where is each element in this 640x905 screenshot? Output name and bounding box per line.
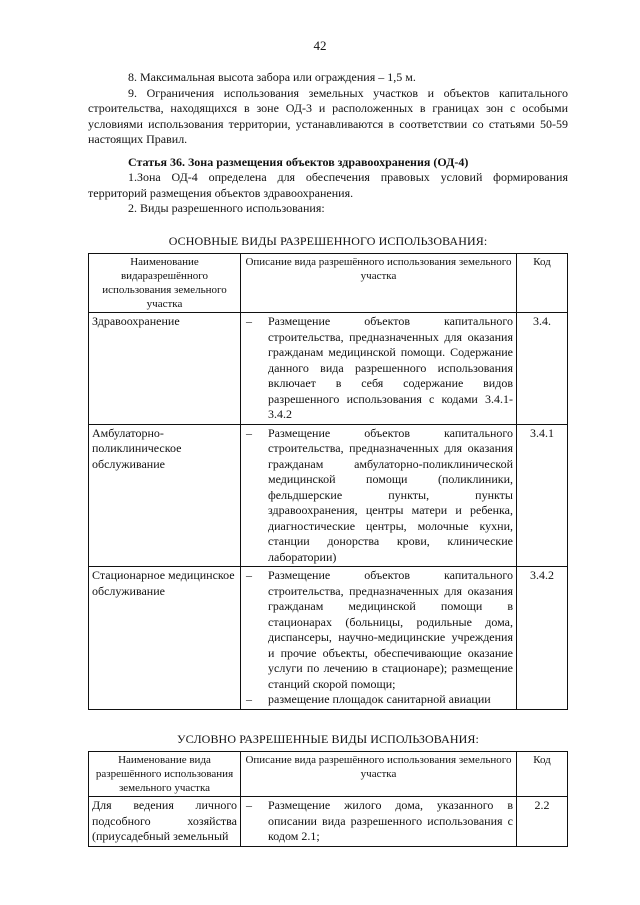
table-row (89, 797, 568, 847)
use-code: 2.2 (517, 797, 568, 847)
bullet-dash: – (246, 692, 252, 706)
use-code: 3.4.2 (517, 567, 568, 710)
section-heading-conditional-uses: УСЛОВНО РАЗРЕШЕННЫЕ ВИДЫ ИСПОЛЬЗОВАНИЯ: (177, 731, 479, 746)
bullet-dash: – (246, 798, 252, 812)
header-code: Код (517, 254, 568, 313)
page-number: 42 (313, 38, 327, 53)
list-item-text: Размещение объектов капитального строительства, предназначенных для оказания гражданам медицинской помощи. Содержание данного вида разрешенного использования включает в себя содержание видов разрешенного использования с кодами 3.4.1-3.4.2 (268, 314, 513, 421)
header-description: Описание вида разрешённого использования земельного участка (241, 752, 517, 797)
paragraph-permitted-uses: 2. Виды разрешенного использования: (128, 201, 325, 215)
bullet-dash: – (246, 568, 252, 582)
header-name: Наименование видаразрешённого использования земельного участка (89, 254, 241, 313)
list-item-text: размещение площадок санитарной авиации (268, 692, 491, 706)
table-header-row (89, 254, 568, 313)
paragraph-fence-height: 8. Максимальная высота забора или ограждения – 1,5 м. (128, 70, 416, 84)
list-item (244, 798, 513, 845)
table-row (89, 424, 568, 567)
conditional-uses-table (88, 751, 568, 847)
main-uses-table (88, 253, 568, 710)
table-row (89, 567, 568, 710)
use-description (241, 424, 517, 567)
use-name: Здравоохранение (89, 313, 241, 425)
use-description (241, 567, 517, 710)
paragraph-restrictions: 9. Ограничения использования земельных участков и объектов капитального строительства, находящихся в зоне ОД-3 и расположенных в границах зон с особыми условиями использования территории, устанавливаются в соответствии со статьями 50-59 настоящих Правил. (88, 85, 568, 146)
list-item (244, 692, 513, 708)
header-code: Код (517, 752, 568, 797)
paragraph-zone-definition: 1.Зона ОД-4 определена для обеспечения правовых условий формирования территорий размещения объектов здравоохранения. (88, 170, 568, 200)
use-name: Амбулаторно-поликлиническое обслуживание (89, 424, 241, 567)
use-code: 3.4. (517, 313, 568, 425)
page-content (88, 70, 568, 847)
list-item (244, 568, 513, 692)
list-item-text: Размещение жилого дома, указанного в описании вида разрешенного использования с кодом 2.1; (268, 798, 513, 843)
list-item-text: Размещение объектов капитального строительства, предназначенных для оказания гражданам амбулаторно-поликлинической медицинской помощи (поликлиники, фельдшерские пункты, пункты здравоохранения, центры матери и ребенка, диагностические центры, молочные кухни, станции донорства крови, клинические лаборатории) (268, 425, 513, 564)
use-name: Стационарное медицинское обслуживание (89, 567, 241, 710)
bullet-dash: – (246, 314, 252, 328)
list-item (244, 426, 513, 566)
table-row (89, 313, 568, 425)
header-name: Наименование вида разрешённого использования земельного участка (89, 752, 241, 797)
table-header-row (89, 752, 568, 797)
header-description: Описание вида разрешённого использования земельного участка (241, 254, 517, 313)
use-code: 3.4.1 (517, 424, 568, 567)
use-name: Для ведения личного подсобного хозяйства (приусадебный земельный (89, 797, 241, 847)
bullet-dash: – (246, 425, 252, 440)
use-description (241, 797, 517, 847)
list-item (244, 314, 513, 423)
list-item-text: Размещение объектов капитального строительства, предназначенных для оказания гражданам медицинской помощи в стационарах (больницы, родильные дома, диспансеры, научно-медицинские учреждения и прочие объекты, обеспечивающие оказание услуги по лечению в стационаре); размещение станций скорой помощи; (268, 568, 513, 691)
use-description (241, 313, 517, 425)
section-heading-main-uses: ОСНОВНЫЕ ВИДЫ РАЗРЕШЕННОГО ИСПОЛЬЗОВАНИЯ: (168, 233, 488, 248)
article-title: Статья 36. Зона размещения объектов здравоохранения (ОД-4) (128, 154, 469, 169)
